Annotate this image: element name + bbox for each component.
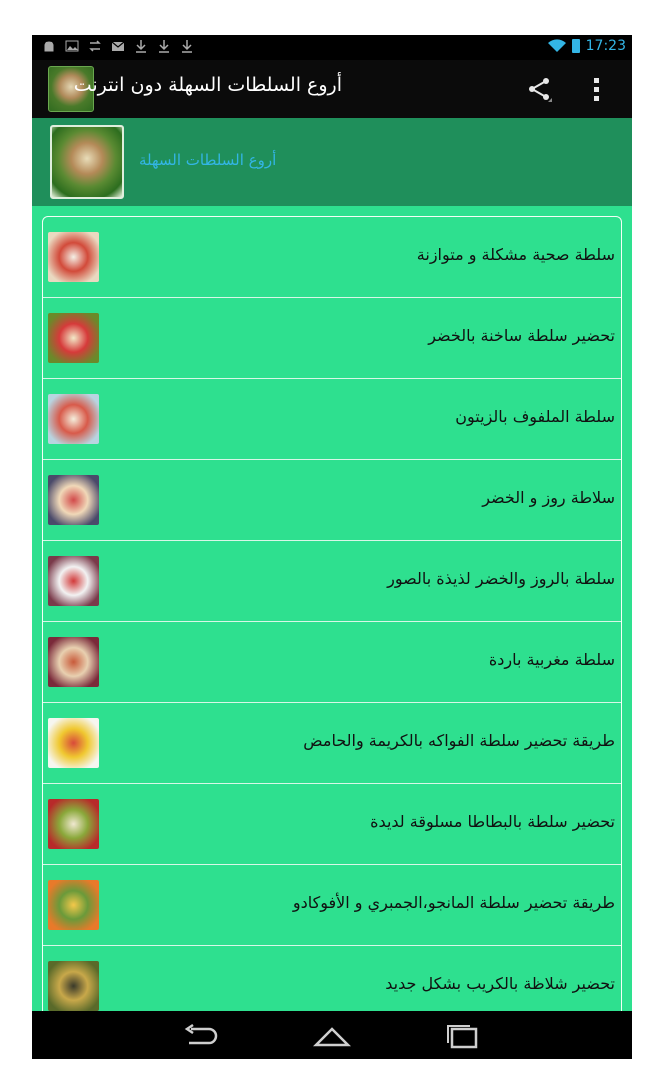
- device-screen: [32, 35, 632, 1059]
- recipe-list-item[interactable]: [43, 217, 621, 298]
- wifi-icon: [548, 39, 566, 53]
- recipe-list-item[interactable]: [43, 703, 621, 784]
- recipe-list-item[interactable]: [43, 460, 621, 541]
- notification-icons: [42, 39, 194, 53]
- recipe-title: سلطة صحية مشكلة و متوازنة: [416, 245, 615, 264]
- download-icon: [180, 39, 194, 53]
- recipe-list-item[interactable]: [43, 622, 621, 703]
- recipe-list-item[interactable]: [43, 784, 621, 865]
- overflow-menu-icon[interactable]: [592, 76, 602, 104]
- recipe-title: سلطة بالروز والخضر لذيذة بالصور: [387, 569, 615, 588]
- recipe-thumbnail: [48, 556, 99, 606]
- recipe-thumbnail: [48, 313, 99, 363]
- recipe-title: سلطة مغربية باردة: [488, 650, 615, 669]
- recipe-thumbnail: [48, 394, 99, 444]
- recipe-title: تحضير سلطة بالبطاطا مسلوقة لديدة: [370, 812, 615, 831]
- gmail-icon: [111, 39, 125, 53]
- recipe-list-item[interactable]: [43, 541, 621, 622]
- header-title: أروع السلطات السهلة: [139, 151, 277, 169]
- transfer-icon: [88, 39, 102, 53]
- recipe-thumbnail: [48, 232, 99, 282]
- share-icon[interactable]: [526, 75, 554, 103]
- recipe-thumbnail: [48, 880, 99, 930]
- home-icon[interactable]: [312, 1023, 352, 1049]
- recipe-list-item[interactable]: [43, 379, 621, 460]
- recipe-title: طريقة تحضير سلطة المانجو،الجمبري و الأفوكادو: [292, 893, 615, 912]
- header-banner: [32, 118, 632, 206]
- battery-icon: [572, 39, 580, 53]
- status-bar: [32, 35, 632, 60]
- recipe-title: طريقة تحضير سلطة الفواكه بالكريمة والحامض: [303, 731, 615, 750]
- download-icon: [134, 39, 148, 53]
- recipe-list[interactable]: [42, 216, 622, 1016]
- action-bar: [32, 60, 632, 118]
- recipe-list-item[interactable]: [43, 298, 621, 379]
- recipe-thumbnail: [48, 961, 99, 1011]
- recipe-list-area: [32, 206, 632, 1011]
- download-icon: [157, 39, 171, 53]
- android-icon: [42, 39, 56, 53]
- recipe-title: سلطة الملفوف بالزيتون: [455, 407, 615, 426]
- recents-icon[interactable]: [442, 1023, 482, 1049]
- recipe-title: سلاطة روز و الخضر: [482, 488, 615, 507]
- status-time: 17:23: [585, 38, 626, 54]
- recipe-thumbnail: [48, 637, 99, 687]
- system-status: [548, 38, 626, 54]
- app-title: أروع السلطات السهلة دون انترنت: [73, 74, 342, 96]
- recipe-list-item[interactable]: [43, 946, 621, 1016]
- header-logo: [50, 125, 124, 199]
- recipe-title: تحضير سلطة ساخنة بالخضر: [428, 326, 615, 345]
- navigation-bar: [32, 1011, 632, 1059]
- recipe-list-item[interactable]: [43, 865, 621, 946]
- recipe-title: تحضير شلاظة بالكريب بشكل جديد: [385, 974, 615, 993]
- recipe-thumbnail: [48, 475, 99, 525]
- image-icon: [65, 39, 79, 53]
- back-icon[interactable]: [181, 1023, 221, 1049]
- recipe-thumbnail: [48, 718, 99, 768]
- recipe-thumbnail: [48, 799, 99, 849]
